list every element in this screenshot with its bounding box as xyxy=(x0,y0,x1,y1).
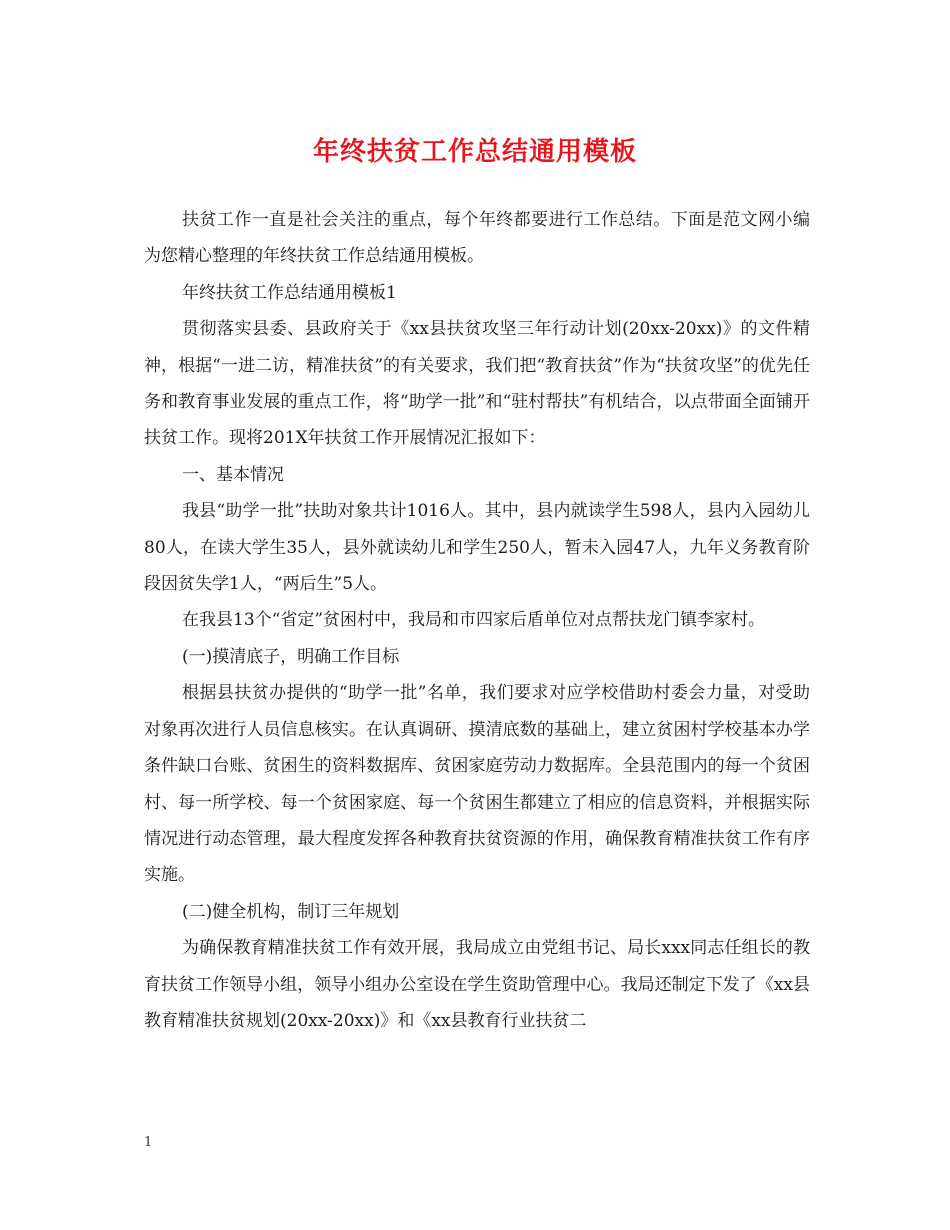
document-body xyxy=(144,202,810,1039)
subsection-heading-1: (一)摸清底子，明确工作目标 xyxy=(182,646,400,667)
paragraph-intro: 扶贫工作一直是社会关注的重点，每个年终都要进行工作总结。下面是范文网小编为您精心整理的年终扶贫工作总结通用模板。 xyxy=(144,210,810,267)
paragraph-implementation: 贯彻落实县委、县政府关于《xx县扶贫攻坚三年行动计划(20xx-20xx)》的文件精神，根据“一进二访，精准扶贫”的有关要求，我们把“教育扶贫”作为“扶贫攻坚”的优先任务和教育事业发展的重点工作，将“助学一批”和“驻村帮扶”有机结合，以点带面全面铺开扶贫工作。现将201X年扶贫工作开展情况汇报如下： xyxy=(144,319,810,449)
paragraph-template-heading: 年终扶贫工作总结通用模板1 xyxy=(182,282,397,303)
document-title: 年终扶贫工作总结通用模板 xyxy=(312,137,637,167)
paragraph-villages: 在我县13个“省定”贫困村中，我局和市四家后盾单位对点帮扶龙门镇李家村。 xyxy=(182,610,766,631)
section-heading-basic: 一、基本情况 xyxy=(182,464,284,485)
paragraph-organization: 为确保教育精准扶贫工作有效开展，我局成立由党组书记、局长xxx同志任组长的教育扶贫工作领导小组，领导小组办公室设在学生资助管理中心。我局还制定下发了《xx县教育精准扶贫规划(20xx-20xx)》和《xx县教育行业扶贫二 xyxy=(144,938,810,1031)
paragraph-data-verification: 根据县扶贫办提供的“助学一批”名单，我们要求对应学校借助村委会力量，对受助对象再次进行人员信息核实。在认真调研、摸清底数的基础上，建立贫困村学校基本办学条件缺口台账、贫困生的资料数据库、贫困家庭劳动力数据库。全县范围内的每一个贫困村、每一所学校、每一个贫困家庭、每一个贫困生都建立了相应的信息资料，并根据实际情况进行动态管理，最大程度发挥各种教育扶贫资源的作用，确保教育精准扶贫工作有序实施。 xyxy=(144,683,810,886)
subsection-heading-2: (二)健全机构，制订三年规划 xyxy=(182,901,400,922)
page-number: 1 xyxy=(144,1135,153,1150)
paragraph-basic-stats: 我县“助学一批”扶助对象共计1016人。其中，县内就读学生598人，县内入园幼儿80人，在读大学生35人，县外就读幼儿和学生250人，暂未入园47人，九年义务教育阶段因贫失学1人，“两后生”5人。 xyxy=(144,501,810,595)
